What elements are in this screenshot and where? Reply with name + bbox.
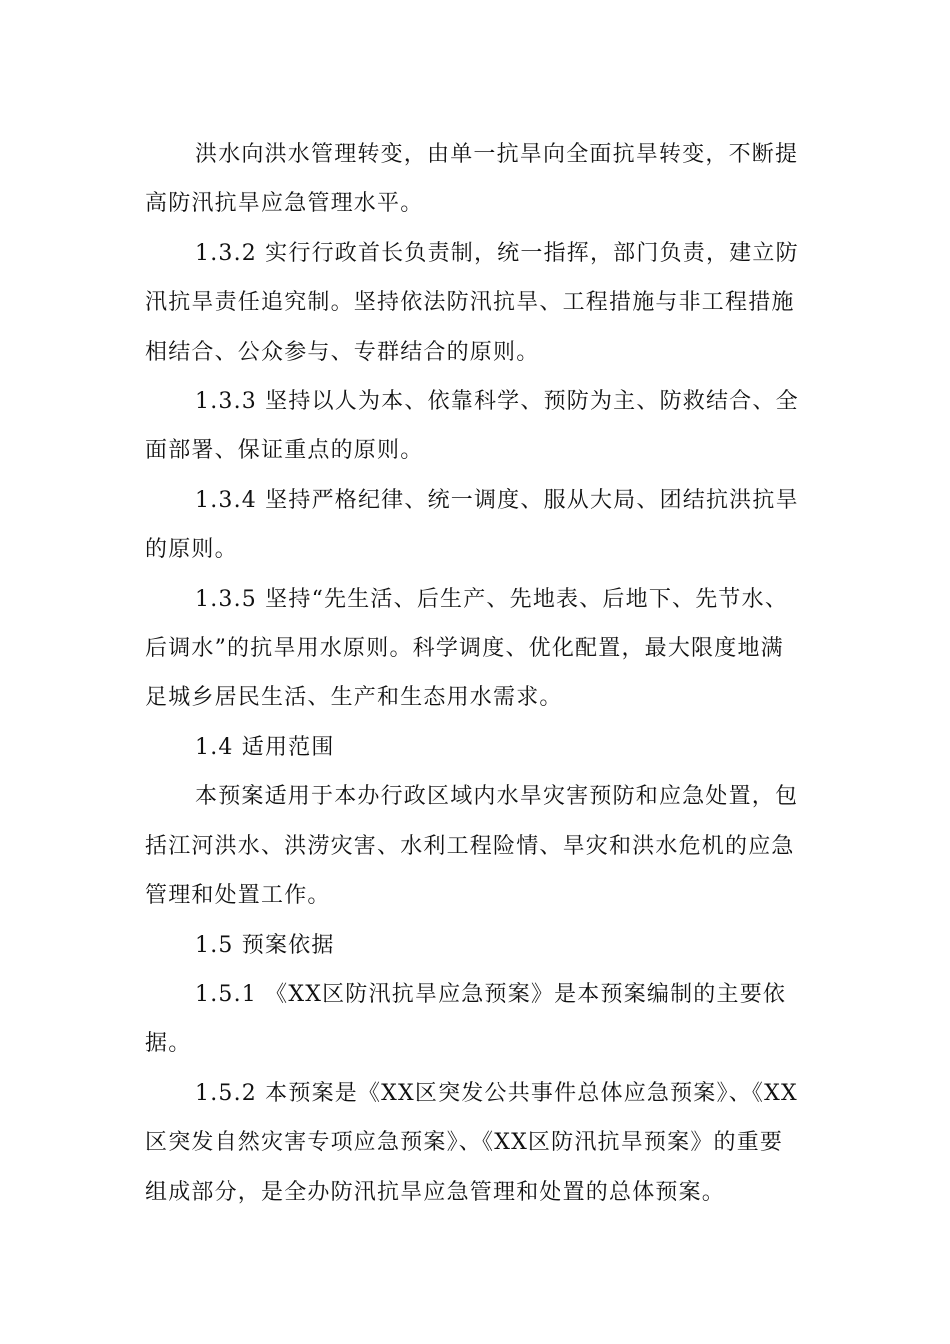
paragraph-1-3-4: 1.3.4 坚持严格纪律、统一调度、服从大局、团结抗洪抗旱的原则。 [145,487,799,563]
paragraph-1-5-1: 1.5.1 《XX区防汛抗旱应急预案》是本预案编制的主要依据。 [145,981,787,1057]
paragraph-1-3-5: 1.3.5 坚持“先生活、后生产、先地表、后地下、先节水、后调水”的抗旱用水原则。科学调度、优化配置，最大限度地满足城乡居民生活、生产和生态用水需求。 [145,586,789,711]
paragraph-scope: 本预案适用于本办行政区域内水旱灾害预防和应急处置，包括江河洪水、洪涝灾害、水利工程险情、旱灾和洪水危机的应急管理和处置工作。 [145,784,799,909]
paragraph-1-5-2: 1.5.2 本预案是《XX区突发公共事件总体应急预案》、《XX区突发自然灾害专项应急预案》、《XX区防汛抗旱预案》的重要组成部分，是全办防汛抗旱应急管理和处置的总体预案。 [145,1080,798,1205]
heading-1-5: 1.5 预案依据 [195,932,335,958]
paragraph-1-3-3: 1.3.3 坚持以人为本、依靠科学、预防为主、防救结合、全面部署、保证重点的原则。 [145,389,799,464]
paragraph-1-3-2: 1.3.2 实行行政首长负责制，统一指挥，部门负责，建立防汛抗旱责任追究制。坚持依法防汛抗旱、工程措施与非工程措施相结合、公众参与、专群结合的原则。 [145,240,799,365]
heading-1-4: 1.4 适用范围 [195,734,335,760]
document-body [145,130,805,1217]
paragraph-flood-management: 洪水向洪水管理转变，由单一抗旱向全面抗旱转变，不断提高防汛抗旱应急管理水平。 [145,142,799,217]
